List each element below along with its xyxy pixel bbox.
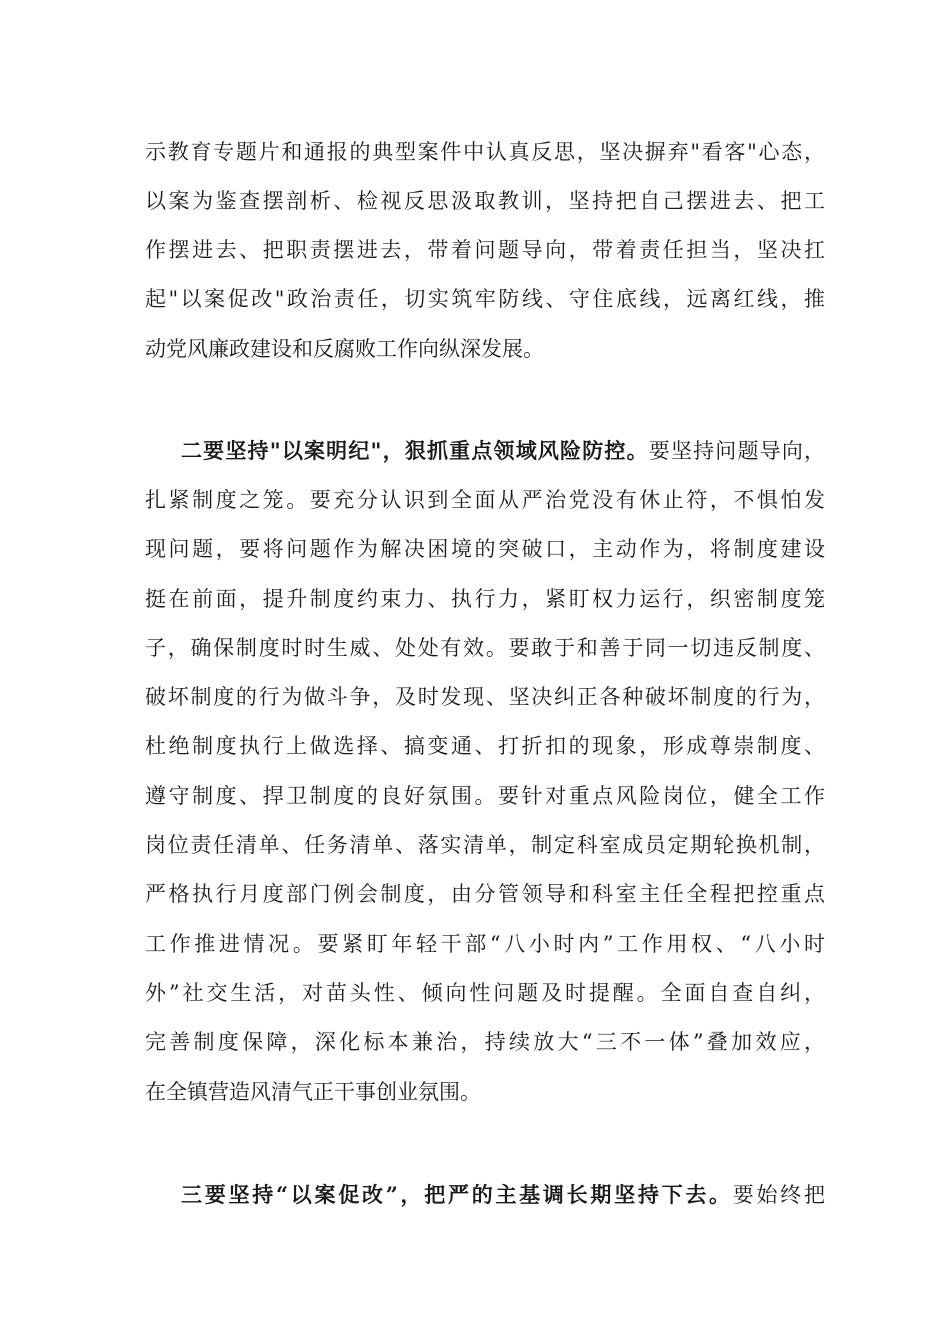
paragraph1-line-2: 以案为鉴查摆剖析、检视反思汲取教训，坚持把自己摆进去、把工 — [145, 189, 825, 213]
paragraph2-line-2: 扎紧制度之笼。要充分认识到全面从严治党没有休止符，不惧怕发 — [145, 488, 825, 512]
paragraph2-first-line-rest: 要坚持问题导向， — [648, 439, 825, 463]
paragraph2-line-10: 严格执行月度部门例会制度，由分管领导和科室主任全程把控重点 — [145, 882, 825, 906]
paragraph2-line-11: 工作推进情况。要紧盯年轻干部“八小时内”工作用权、“八小时 — [145, 932, 825, 956]
paragraph1-line-4: 起"以案促改"政治责任，切实筑牢防线、守住底线，远离红线，推 — [145, 287, 825, 311]
paragraph2-line-8: 遵守制度、捍卫制度的良好氛围。要针对重点风险岗位，健全工作 — [145, 784, 825, 808]
paragraph2-heading: 二要坚持"以案明纪"，狠抓重点领域风险防控。 — [181, 438, 649, 463]
paragraph1-line-3: 作摆进去、把职责摆进去，带着问题导向，带着责任担当，坚决扛 — [145, 238, 825, 262]
paragraph2-line-3: 现问题，要将问题作为解决困境的突破口，主动作为，将制度建设 — [145, 537, 825, 561]
paragraph2-line-5: 子，确保制度时时生威、处处有效。要敢于和善于同一切违反制度、 — [145, 636, 825, 660]
paragraph3-first-line — [181, 1180, 825, 1210]
paragraph2-first-line — [181, 436, 825, 466]
paragraph2-line-12: 外”社交生活，对苗头性、倾向性问题及时提醒。全面自查自纠， — [145, 981, 825, 1005]
paragraph2-line-4: 挺在前面，提升制度约束力、执行力，紧盯权力运行，织密制度笼 — [145, 587, 825, 611]
paragraph2-line-6: 破坏制度的行为做斗争，及时发现、坚决纠正各种破坏制度的行为， — [145, 685, 825, 709]
paragraph1-line-1: 示教育专题片和通报的典型案件中认真反思，坚决摒弃"看客"心态， — [145, 140, 825, 164]
paragraph2-line-13: 完善制度保障，深化标本兼治，持续放大“三不一体”叠加效应， — [145, 1030, 825, 1054]
paragraph3-heading: 三要坚持“以案促改”，把严的主基调长期坚持下去。 — [181, 1182, 733, 1207]
paragraph1-line-5: 动党风廉政建设和反腐败工作向纵深发展。 — [145, 337, 544, 361]
paragraph2-line-9: 岗位责任清单、任务清单、落实清单，制定科室成员定期轮换机制， — [145, 833, 825, 857]
paragraph2-line-14: 在全镇营造风清气正干事创业氛围。 — [145, 1080, 481, 1104]
paragraph3-first-line-rest: 要始终把 — [732, 1183, 826, 1207]
paragraph2-line-7: 杜绝制度执行上做选择、搞变通、打折扣的现象，形成尊崇制度、 — [145, 734, 825, 758]
